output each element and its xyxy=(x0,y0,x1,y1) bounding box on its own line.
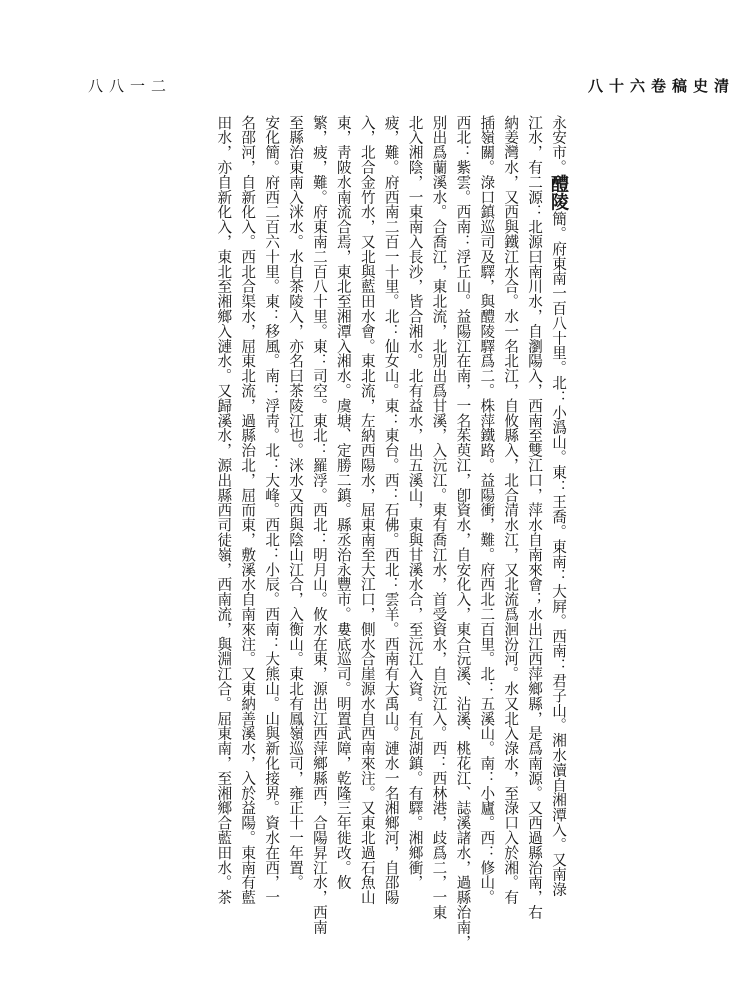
text-column-6: 別出爲蘭溪水。合喬江，東北流，北別出爲甘溪，入沅江。東有喬江水，首受資水，自沅江入。西：西林港，歧爲二，一東 xyxy=(430,115,448,920)
column-rest: 簡。府東南一百八十里。北：小潙山。東：王喬。東南：大屛。西南：君子山。湘水瀆自湘潭入。又南淥 xyxy=(550,211,567,897)
text-column-3: 納姜灣水，又西與鐵江水合。水一名北江，自攸縣入，北合清水江，又北流爲洄汾河。水又北入淥水，至淥口入於湘。有 xyxy=(502,115,520,905)
text-column-9: 入，北合金竹水，又北與藍田水會。東北流，左納西陽水，屈東南至大江口，側水合崖源水自西南來注。又東北過石魚山 xyxy=(358,115,376,905)
text-column-1 xyxy=(546,115,570,945)
column-lead: 永安市。 xyxy=(550,115,567,175)
text-column-5: 西北：紫雲。西南：浮丘山。益陽江在南，一名茱萸江，卽資水，自安化入，東合沅溪、沾溪、桃花江、誌溪諸水，過縣治南， xyxy=(454,115,472,950)
text-column-12: 至縣治東南入洣水。水自茶陵入，亦名曰茶陵江也。洣水又西與陰山江合，入衡山。東北有鳳嶺巡司，雍正十一年置。 xyxy=(287,115,305,890)
page-number: 二一八八 xyxy=(86,78,167,95)
text-column-14: 名邵河，自新化入。西北合渠水，屈東北流，過縣治北，屈而東，敷溪水自南來注。又東納善溪水，入於益陽。東南有藍 xyxy=(239,115,257,905)
text-column-7: 北入湘陰，一東南入長沙，皆合湘水。北有益水，出五溪山，東與甘溪水合，至沅江入資。有瓦湖鎮。有驛。湘鄉衝， xyxy=(406,115,424,890)
text-column-2: 江水，有二源：北源曰南川水，自瀏陽入，西南至雙江口，萍水自南來會；水出江西萍鄉縣，是爲南源。又西過縣治南，右 xyxy=(526,115,544,920)
vertical-text-block xyxy=(90,115,570,950)
text-column-4: 插嶺關。淥口鎮巡司及驛，與醴陵驛爲二。株萍鐵路。益陽衝，難。府西北二百里。北：五溪山。南：小廬。西：修山。 xyxy=(478,115,496,905)
text-column-15: 田水，亦自新化入，東北至湘鄉入漣水。又歸溪水，源出縣西司徒嶺，西南流，與淵江合。屈東南，至湘鄉合藍田水。茶 xyxy=(215,115,233,905)
county-heading: 醴陵 xyxy=(548,174,569,212)
text-column-13: 安化簡。府西二百六十里。東：移風。南：浮靑。北：大峰。西北：小辰。西南：大熊山。山與新化接界。資水在西，一 xyxy=(263,115,281,905)
text-column-8: 疲，難。府西南二百一十里。北：仙女山。東：東台。西：石佛。西北：雲羊。西南有大禹山。漣水一名湘鄉河，自邵陽 xyxy=(382,115,400,905)
text-column-11: 繁，疲，難。府東南二百八十里。東：司空。東北：羅浮。西北：明月山。攸水在東，源出江西萍鄉縣西，合陽昇江水，西南 xyxy=(310,115,328,935)
text-column-10: 東，靑陂水南流合焉，東北至湘潭入湘水。虞塘、定勝二鎮。縣丞治永豐市。婁底巡司。明置武障，乾隆三年徙改。攸 xyxy=(334,115,352,890)
running-title: 清史稿卷六十八 xyxy=(586,78,730,95)
